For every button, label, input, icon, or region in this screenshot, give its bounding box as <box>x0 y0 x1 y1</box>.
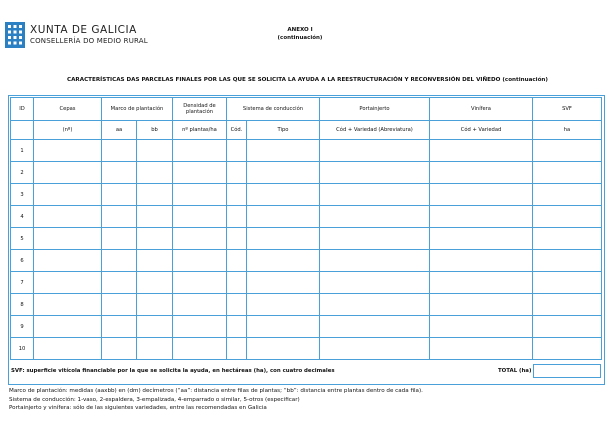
table-cell-input[interactable] <box>102 316 137 338</box>
table-cell-input[interactable] <box>137 184 173 206</box>
table-cell-input[interactable] <box>430 206 533 228</box>
table-row <box>11 294 602 316</box>
table-cell-input[interactable] <box>430 228 533 250</box>
table-cell-input[interactable] <box>102 294 137 316</box>
table-cell-input[interactable] <box>247 294 320 316</box>
table-cell-input[interactable] <box>320 294 430 316</box>
table-row <box>11 206 602 228</box>
table-cell-input[interactable] <box>247 162 320 184</box>
table-cell-input[interactable] <box>320 272 430 294</box>
table-cell-input[interactable] <box>320 162 430 184</box>
table-subheader-row <box>11 121 602 140</box>
table-cell-input[interactable] <box>430 338 533 360</box>
table-row <box>11 250 602 272</box>
table-cell-input[interactable] <box>137 294 173 316</box>
table-cell-input[interactable] <box>173 184 227 206</box>
table-cell-input[interactable] <box>173 294 227 316</box>
table-cell-input[interactable] <box>227 316 247 338</box>
table-cell-input[interactable] <box>173 316 227 338</box>
sub-cepas: (nº) <box>34 121 102 140</box>
sub-svf: ha <box>533 121 602 140</box>
total-input[interactable] <box>533 364 601 378</box>
row-number: 3 <box>11 184 34 206</box>
table-cell-input[interactable] <box>320 228 430 250</box>
table-cell-input[interactable] <box>227 294 247 316</box>
notes-block <box>9 387 423 413</box>
table-cell-input[interactable] <box>34 338 102 360</box>
col-vinifera: Vinífera <box>430 98 533 121</box>
note-portainjerto: Portainjerto y vinífera: sólo de las siguientes variedades, entre las recomendadas en Galicia <box>9 405 267 412</box>
table-cell-input[interactable] <box>173 206 227 228</box>
table-cell-input[interactable] <box>34 184 102 206</box>
table-cell-input[interactable] <box>34 206 102 228</box>
table-cell-input[interactable] <box>247 338 320 360</box>
table-cell-input[interactable] <box>533 250 602 272</box>
table-cell-input[interactable] <box>533 184 602 206</box>
table-cell-input[interactable] <box>430 250 533 272</box>
row-number: 2 <box>11 162 34 184</box>
table-cell-input[interactable] <box>34 294 102 316</box>
table-cell-input[interactable] <box>227 206 247 228</box>
org-name: XUNTA DE GALICIA <box>30 24 137 36</box>
table-cell-input[interactable] <box>227 162 247 184</box>
col-id: ID <box>11 98 34 121</box>
table-cell-input[interactable] <box>247 250 320 272</box>
sub-id <box>11 121 34 140</box>
table-cell-input[interactable] <box>533 206 602 228</box>
table-cell-input[interactable] <box>102 206 137 228</box>
table-cell-input[interactable] <box>227 250 247 272</box>
table-cell-input[interactable] <box>137 338 173 360</box>
sub-vinifera: Cód + Variedad <box>430 121 533 140</box>
note-marco: Marco de plantación: medidas (aaxbb) en (dm) decímetros (“aa”: distancia entre filas de plantas; “bb”: distancia entre plantas dentro de cada fila). <box>9 388 423 394</box>
row-number: 10 <box>11 338 34 360</box>
table-cell-input[interactable] <box>320 250 430 272</box>
table-cell-input[interactable] <box>247 206 320 228</box>
parcels-table <box>10 97 602 360</box>
table-cell-input[interactable] <box>227 272 247 294</box>
sub-bb: bb <box>137 121 173 140</box>
table-cell-input[interactable] <box>320 316 430 338</box>
department-name: CONSELLERÍA DO MEDIO RURAL <box>30 37 148 45</box>
table-body <box>11 140 602 360</box>
annex-subtitle: (continuación) <box>277 35 323 41</box>
table-cell-input[interactable] <box>430 162 533 184</box>
col-svf: SVF <box>533 98 602 121</box>
table-cell-input[interactable] <box>533 316 602 338</box>
row-number: 6 <box>11 250 34 272</box>
table-cell-input[interactable] <box>137 272 173 294</box>
table-cell-input[interactable] <box>533 272 602 294</box>
row-number: 1 <box>11 140 34 162</box>
table-cell-input[interactable] <box>102 250 137 272</box>
table-cell-input[interactable] <box>34 250 102 272</box>
annex-title: ANEXO I <box>287 27 313 33</box>
col-densidad: Densidad de plantación <box>173 98 227 121</box>
table-cell-input[interactable] <box>102 162 137 184</box>
row-number: 4 <box>11 206 34 228</box>
table-cell-input[interactable] <box>430 184 533 206</box>
table-cell-input[interactable] <box>102 228 137 250</box>
table-row <box>11 140 602 162</box>
table-cell-input[interactable] <box>137 140 173 162</box>
table-cell-input[interactable] <box>430 140 533 162</box>
table-row <box>11 272 602 294</box>
table-cell-input[interactable] <box>320 338 430 360</box>
table-cell-input[interactable] <box>34 228 102 250</box>
table-cell-input[interactable] <box>34 162 102 184</box>
table-cell-input[interactable] <box>533 294 602 316</box>
table-cell-input[interactable] <box>102 272 137 294</box>
sub-aa: aa <box>102 121 137 140</box>
table-cell-input[interactable] <box>173 272 227 294</box>
sub-portainjerto: Cód + Variedad (Abreviatura) <box>320 121 430 140</box>
table-cell-input[interactable] <box>430 316 533 338</box>
table-cell-input[interactable] <box>102 338 137 360</box>
table-row <box>11 316 602 338</box>
table-cell-input[interactable] <box>227 184 247 206</box>
table-cell-input[interactable] <box>34 316 102 338</box>
table-cell-input[interactable] <box>173 338 227 360</box>
brand-block <box>30 24 148 46</box>
table-cell-input[interactable] <box>227 338 247 360</box>
table-cell-input[interactable] <box>173 250 227 272</box>
table-cell-input[interactable] <box>34 140 102 162</box>
table-cell-input[interactable] <box>137 228 173 250</box>
xunta-logo-icon <box>5 22 25 48</box>
sub-densidad: nº plantas/ha <box>173 121 227 140</box>
table-cell-input[interactable] <box>320 140 430 162</box>
svf-note: SVF: superficie vitícola financiable por la que se solicita la ayuda, en hectáreas (ha), con cuatro decimales <box>11 368 335 374</box>
table-cell-input[interactable] <box>533 228 602 250</box>
table-row <box>11 228 602 250</box>
table-cell-input[interactable] <box>173 162 227 184</box>
table-cell-input[interactable] <box>227 228 247 250</box>
table-cell-input[interactable] <box>533 162 602 184</box>
table-cell-input[interactable] <box>227 140 247 162</box>
row-number: 7 <box>11 272 34 294</box>
form-title: CARACTERÍSTICAS DAS PARCELAS FINALES POR LAS QUE SE SOLICITA LA AYUDA A LA REESTRUCTURACIÓN Y RECONVERSIÓN DEL VIÑEDO (continuación) <box>67 77 548 83</box>
table-row <box>11 338 602 360</box>
table-cell-input[interactable] <box>137 206 173 228</box>
col-cepas: Cepas <box>34 98 102 121</box>
table-cell-input[interactable] <box>137 250 173 272</box>
row-number: 9 <box>11 316 34 338</box>
table-cell-input[interactable] <box>173 228 227 250</box>
col-marco: Marco de plantación <box>102 98 173 121</box>
table-cell-input[interactable] <box>247 140 320 162</box>
table-cell-input[interactable] <box>173 140 227 162</box>
table-cell-input[interactable] <box>137 316 173 338</box>
table-cell-input[interactable] <box>430 272 533 294</box>
table-cell-input[interactable] <box>247 316 320 338</box>
table-cell-input[interactable] <box>137 162 173 184</box>
sub-cod: Cód. <box>227 121 247 140</box>
table-header-row <box>11 98 602 121</box>
col-portainjerto: Portainjerto <box>320 98 430 121</box>
table-cell-input[interactable] <box>247 228 320 250</box>
row-number: 8 <box>11 294 34 316</box>
table-row <box>11 184 602 206</box>
annex-heading <box>250 26 350 42</box>
total-label: TOTAL (ha) <box>498 368 532 374</box>
table-cell-input[interactable] <box>320 206 430 228</box>
table-cell-input[interactable] <box>102 184 137 206</box>
table-cell-input[interactable] <box>533 338 602 360</box>
table-cell-input[interactable] <box>34 272 102 294</box>
row-number: 5 <box>11 228 34 250</box>
col-sistema: Sistema de conducción <box>227 98 320 121</box>
sub-tipo: Tipo <box>247 121 320 140</box>
note-sistema: Sistema de conducción: 1-vaso, 2-espaldera, 3-empalizada, 4-emparrado o similar, 5-otros (especificar) <box>9 396 300 403</box>
table-cell-input[interactable] <box>533 140 602 162</box>
table-cell-input[interactable] <box>320 184 430 206</box>
table-cell-input[interactable] <box>430 294 533 316</box>
table-row <box>11 162 602 184</box>
table-cell-input[interactable] <box>247 272 320 294</box>
table-cell-input[interactable] <box>247 184 320 206</box>
table-cell-input[interactable] <box>102 140 137 162</box>
